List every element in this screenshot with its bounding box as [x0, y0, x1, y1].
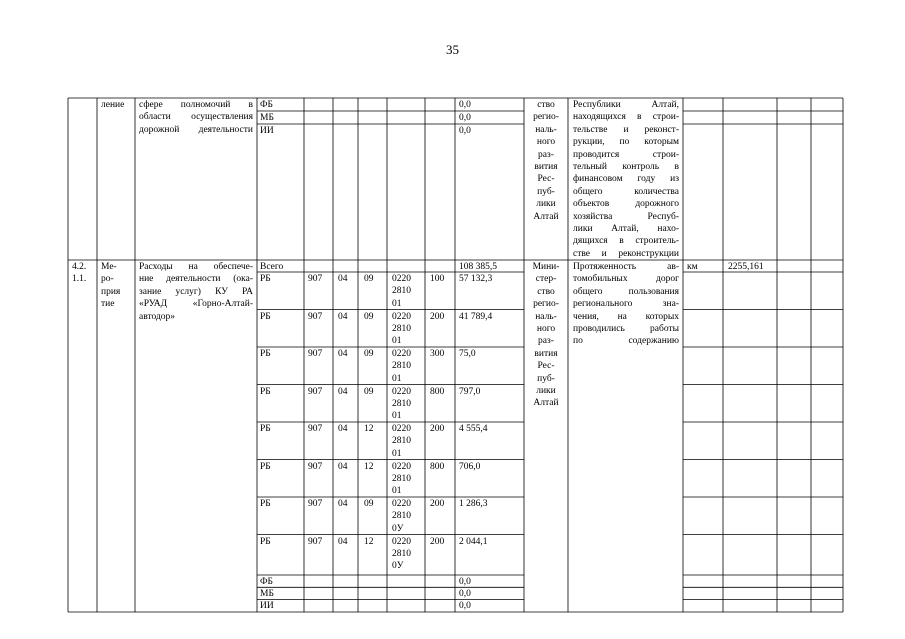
- row-expense-type-cell: 200: [430, 536, 445, 547]
- measure-executor-line: пуб-: [537, 373, 555, 384]
- top-executor-line: Алтай: [533, 211, 559, 222]
- measure-description-line: автодор»: [139, 311, 176, 322]
- row-amount-cell: 2 044,1: [459, 536, 488, 547]
- row-subsection-cell: 09: [364, 386, 374, 397]
- row-amount-cell: 57 132,3: [459, 274, 493, 284]
- measure-description-line: «РУАД «Горно-Алтай-: [139, 299, 253, 310]
- top-indicator-line: общего количества: [573, 186, 679, 197]
- top-source-cell: МБ: [260, 113, 274, 123]
- row-amount-cell: 41 789,4: [459, 311, 493, 322]
- indicator-value: 2255,161: [728, 262, 764, 272]
- row-target-code-line: 2810: [392, 286, 411, 297]
- measure-indicator-line: проводились работы: [573, 324, 679, 334]
- measure-executor-line: Рес-: [537, 361, 555, 372]
- top-indicator-line: Республики Алтай,: [573, 100, 679, 110]
- row-source-cell: РБ: [260, 461, 271, 472]
- measure-indicator-line: регионального зна-: [573, 299, 679, 310]
- row-subsection-cell: 12: [364, 536, 374, 547]
- measure-executor-line: регио-: [533, 299, 559, 310]
- measure-indicator-line: томобильных дорог: [573, 274, 679, 285]
- row-grbs-cell: 907: [308, 349, 323, 359]
- row-subsection-cell: 12: [364, 461, 374, 472]
- row-section-cell: 04: [338, 349, 348, 359]
- total-amount: 108 385,5: [459, 262, 497, 272]
- row-target-code-line: 0220: [392, 311, 411, 322]
- row-grbs-cell: 907: [308, 499, 323, 509]
- row-target-code-line: 2810: [392, 323, 411, 334]
- row-amount-cell: 797,0: [459, 386, 481, 397]
- measure-number: 4.2.: [72, 262, 87, 272]
- top-name-fragment: ление: [101, 100, 125, 110]
- top-indicator-line: стве и реконструкции: [573, 248, 679, 259]
- row-grbs-cell: 907: [308, 461, 323, 472]
- top-indicator-line: тельный контроль в: [573, 162, 679, 172]
- measure-indicator-line: по содержанию: [573, 336, 679, 347]
- top-indicator-line: проводится строи-: [573, 149, 679, 160]
- row-target-code-line: 0220: [392, 386, 411, 397]
- row-section-cell: 04: [338, 424, 348, 434]
- top-indicator-line: финансовом году из: [573, 174, 679, 185]
- row-target-code-line: 2810: [392, 436, 411, 447]
- measure-executor-line: раз-: [538, 336, 554, 347]
- measure-type-line: ро-: [101, 274, 114, 285]
- measure-executor-line: Мини-: [532, 262, 560, 272]
- row-expense-type-cell: 200: [430, 424, 445, 434]
- measure-description-line: Расходы на обеспече-: [139, 262, 253, 272]
- top-executor-line: лики: [536, 199, 556, 210]
- row-target-code-line: 0У: [392, 523, 404, 534]
- top-amount-cell: 0,0: [459, 113, 471, 123]
- row-target-code-line: 01: [392, 336, 402, 347]
- measure-indicator-line: Протяженность ав-: [573, 262, 679, 272]
- row-target-code-line: 0220: [392, 274, 411, 284]
- measure-indicator-line: чения, на которых: [573, 311, 679, 322]
- top-executor-line: наль-: [535, 124, 557, 135]
- row-target-code-line: 2810: [392, 473, 411, 484]
- row-expense-type-cell: 300: [430, 349, 445, 359]
- top-indicator-line: лики Алтай, нахо-: [573, 224, 679, 234]
- top-description-line: сфере полномочий в: [139, 100, 253, 110]
- measure-indicator-line: общего пользования: [573, 286, 679, 297]
- row-expense-type-cell: 200: [430, 499, 445, 509]
- top-indicator-line: объектов дорожного: [573, 199, 679, 210]
- row-source-cell: РБ: [260, 311, 271, 322]
- top-description-line: дорожной деятельности: [139, 124, 253, 135]
- tail-source-cell: МБ: [260, 588, 274, 599]
- page-number: 35: [446, 42, 459, 57]
- row-target-code-line: 01: [392, 411, 402, 422]
- row-section-cell: 04: [338, 311, 348, 322]
- top-indicator-line: дящихся в строитель-: [573, 236, 679, 247]
- row-subsection-cell: 09: [364, 274, 374, 284]
- row-target-code-line: 01: [392, 486, 402, 497]
- measure-executor-line: стер-: [535, 274, 557, 285]
- measure-number: 1.1.: [72, 274, 87, 285]
- measure-executor-line: Алтай: [533, 398, 559, 409]
- top-executor-line: регио-: [533, 112, 559, 123]
- measure-type-line: Ме-: [101, 262, 117, 272]
- row-target-code-line: 01: [392, 298, 402, 309]
- top-executor-line: Рес-: [537, 174, 555, 185]
- row-target-code-line: 2810: [392, 398, 411, 409]
- row-target-code-line: 01: [392, 448, 402, 459]
- row-source-cell: РБ: [260, 274, 271, 284]
- top-amount-cell: 0,0: [459, 100, 471, 110]
- row-target-code-line: 2810: [392, 548, 411, 559]
- top-executor-line: раз-: [538, 149, 554, 160]
- tail-source-cell: ФБ: [260, 576, 273, 587]
- row-section-cell: 04: [338, 274, 348, 284]
- row-source-cell: РБ: [260, 536, 271, 547]
- row-target-code-line: 0220: [392, 349, 411, 359]
- row-expense-type-cell: 100: [430, 274, 445, 284]
- top-amount-cell: 0,0: [459, 126, 471, 136]
- measure-description-line: ние деятельности (ока-: [139, 274, 253, 285]
- row-target-code-line: 0220: [392, 499, 411, 509]
- row-subsection-cell: 12: [364, 424, 374, 434]
- row-grbs-cell: 907: [308, 424, 323, 434]
- tail-source-cell: ИИ: [260, 601, 274, 612]
- row-grbs-cell: 907: [308, 274, 323, 284]
- row-target-code-line: 0220: [392, 461, 411, 472]
- measure-executor-line: наль-: [535, 311, 557, 322]
- row-grbs-cell: 907: [308, 311, 323, 322]
- top-executor-line: ство: [537, 100, 555, 110]
- row-expense-type-cell: 200: [430, 311, 445, 322]
- row-target-code-line: 2810: [392, 511, 411, 522]
- row-target-code-line: 0У: [392, 561, 404, 572]
- row-section-cell: 04: [338, 536, 348, 547]
- row-target-code-line: 0220: [392, 424, 411, 434]
- row-amount-cell: 4 555,4: [459, 424, 488, 434]
- row-section-cell: 04: [338, 386, 348, 397]
- top-executor-line: вития: [534, 162, 558, 172]
- row-source-cell: РБ: [260, 424, 271, 434]
- row-target-code-line: 01: [392, 373, 402, 384]
- measure-type-line: тие: [101, 299, 115, 310]
- row-subsection-cell: 09: [364, 311, 374, 322]
- top-indicator-line: хозяйства Респуб-: [573, 211, 679, 222]
- row-amount-cell: 1 286,3: [459, 499, 488, 509]
- row-expense-type-cell: 800: [430, 461, 445, 472]
- indicator-unit: км: [687, 262, 698, 272]
- measure-executor-line: ство: [537, 286, 555, 297]
- top-description-line: области осуществления: [139, 112, 253, 123]
- row-expense-type-cell: 800: [430, 386, 445, 397]
- top-indicator-line: рукции, по которым: [573, 137, 679, 148]
- row-source-cell: РБ: [260, 349, 271, 359]
- top-source-cell: ИИ: [260, 126, 274, 136]
- row-target-code-line: 2810: [392, 361, 411, 372]
- measure-executor-line: лики: [536, 386, 556, 396]
- row-subsection-cell: 09: [364, 499, 374, 509]
- row-section-cell: 04: [338, 499, 348, 509]
- tail-amount-cell: 0,0: [459, 588, 471, 599]
- top-executor-line: пуб-: [537, 186, 555, 197]
- top-indicator-line: находящихся в строи-: [573, 112, 679, 123]
- top-indicator-line: тельстве и реконст-: [573, 124, 679, 135]
- tail-amount-cell: 0,0: [459, 601, 471, 612]
- total-label: Всего: [260, 262, 284, 272]
- measure-executor-line: вития: [534, 348, 558, 359]
- row-grbs-cell: 907: [308, 386, 323, 397]
- top-executor-line: ного: [536, 137, 556, 148]
- row-target-code-line: 0220: [392, 536, 411, 547]
- tail-amount-cell: 0,0: [459, 576, 471, 587]
- measure-executor-line: ного: [536, 324, 556, 334]
- row-amount-cell: 706,0: [459, 461, 481, 472]
- top-source-cell: ФБ: [260, 100, 273, 110]
- measure-description-line: зание услуг) КУ РА: [139, 286, 253, 297]
- row-amount-cell: 75,0: [459, 349, 476, 359]
- row-grbs-cell: 907: [308, 536, 323, 547]
- row-source-cell: РБ: [260, 499, 271, 509]
- row-source-cell: РБ: [260, 386, 271, 397]
- row-section-cell: 04: [338, 461, 348, 472]
- measure-type-line: прия: [101, 286, 121, 297]
- row-subsection-cell: 09: [364, 349, 374, 359]
